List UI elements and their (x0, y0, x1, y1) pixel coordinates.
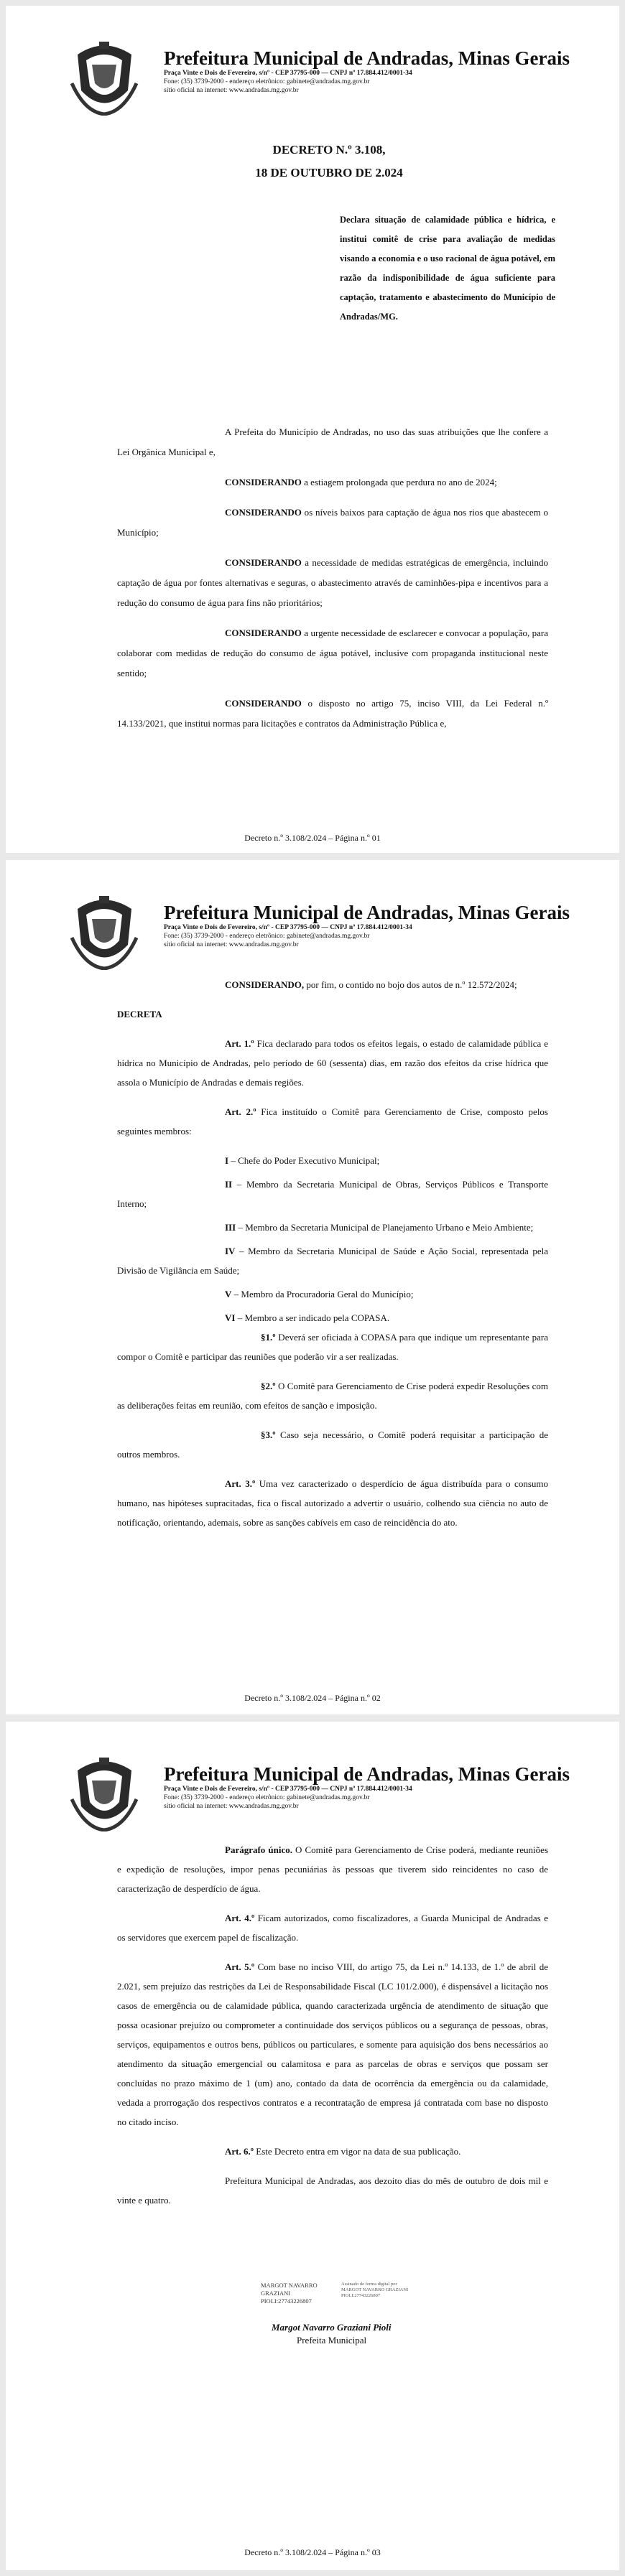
page1-footer: Decreto n.º 3.108/2.024 – Página n.º 01 (244, 833, 381, 843)
closing-text: Prefeitura Municipal de Andradas, aos dezoito dias do mês de outubro de dois mil e vinte e quatro. (117, 2175, 548, 2206)
letterhead-phone: Fone: (35) 3739-2000 - endereço eletrônico: gabinete@andradas.mg.gov.br (164, 78, 370, 85)
article-4: Art. 4.º Ficam autorizados, como fiscalizadores, a Guarda Municipal de Andradas e os servidores que exercem papel de fiscalização. (117, 1913, 548, 1943)
signer-role: Prefeita Municipal (297, 2335, 367, 2346)
digital-signature-note: Assinado de forma digital por MARGOT NAVARRO GRAZIANI PIOLI:27743226807 (341, 2282, 409, 2298)
page1-body (117, 422, 548, 734)
article-6: Art. 6.º Este Decreto entra em vigor na data de sua publicação. (225, 2146, 461, 2157)
member-item: VI – Membro a ser indicado pela COPASA. (225, 1312, 390, 1323)
letterhead-site: sítio oficial na internet: www.andradas.mg.gov.br (164, 87, 299, 94)
decree-summary: Declara situação de calamidade pública e hídrica, e institui comitê de crise para avaliação de medidas visando a economia e o uso racional de água potável, em razão da indisponibilidade de água suficiente para captação, tratamento e abastecimento do Município de Andradas/MG. (340, 215, 555, 322)
decreta-heading: DECRETA (117, 1009, 162, 1019)
article-2: Art. 2.º Fica instituído o Comitê para Gerenciamento de Crise, composto pelos seguintes membros: (117, 1106, 548, 1137)
decree-heading (178, 139, 480, 185)
page3-footer: Decreto n.º 3.108/2.024 – Página n.º 03 (244, 2547, 381, 2557)
considerando-3: CONSIDERANDO a necessidade de medidas estratégicas de emergência, incluindo captação de água por fontes alternativas e seguras, o abastecimento através de caminhões-pipa e incentivos para a redução do consumo de água para fins não prioritários; (117, 557, 548, 608)
article-1: Art. 1.º Fica declarado para todos os efeitos legais, o estado de calamidade pública e hídrica no Município de Andradas, pelo período de 60 (sessenta) dias, em razão dos efeitos da crise hídrica que assola o Município de Andradas e demais regiões. (117, 1038, 548, 1088)
letterhead-title: Prefeitura Municipal de Andradas, Minas Gerais (164, 1763, 570, 1785)
letterhead-phone: Fone: (35) 3739-2000 - endereço eletrônico: gabinete@andradas.mg.gov.br (164, 933, 370, 940)
letterhead-address: Praça Vinte e Dois de Fevereiro, s/nº - CEP 37795-000 — CNPJ nº 17.884.412/0001-34 (164, 1786, 412, 1793)
considerando-2: CONSIDERANDO os níveis baixos para captação de água nos rios que abastecem o Município; (117, 507, 548, 538)
member-item: II – Membro da Secretaria Municipal de Obras, Serviços Públicos e Transporte Interno; (117, 1179, 548, 1209)
page2-footer: Decreto n.º 3.108/2.024 – Página n.º 02 (244, 1693, 381, 1703)
coat-of-arms-icon (70, 40, 139, 116)
article-3: Art. 3.º Uma vez caracterizado o desperdício de água distribuída para o consumo humano, nas hipóteses supracitadas, fica o fiscal autorizado a advertir o usuário, colhendo sua ciência no auto de notificação, orientando, ademais, sobre as sanções cabíveis em caso de reincidência do ato. (117, 1478, 548, 1528)
letterhead-address: Praça Vinte e Dois de Fevereiro, s/nº - CEP 37795-000 — CNPJ nº 17.884.412/0001-34 (164, 70, 412, 77)
document-page-1 (6, 6, 619, 853)
committee-members-list (117, 1151, 548, 1327)
considerando-6: CONSIDERANDO, por fim, o contido no bojo dos autos de n.º 12.572/2024; (225, 979, 517, 990)
letterhead-title: Prefeitura Municipal de Andradas, Minas Gerais (164, 902, 570, 923)
paragraph-1: §1.º Deverá ser oficiada à COPASA para que indique um representante para compor o Comitê e participar das reuniões que poderão vir a ser realizadas. (117, 1332, 548, 1362)
considerando-5: CONSIDERANDO o disposto no artigo 75, inciso VIII, da Lei Federal n.º 14.133/2021, que institui normas para licitações e contratos da Administração Pública e, (117, 698, 548, 729)
considerando-4: CONSIDERANDO a urgente necessidade de esclarecer e convocar a população, para colaborar com medidas de redução do consumo de água potável, inclusive com propaganda institucional neste sentido; (117, 627, 548, 678)
preamble: A Prefeita do Município de Andradas, no uso das suas atribuições que lhe confere a Lei Orgânica Municipal e, (117, 426, 548, 457)
considerando-1: CONSIDERANDO a estiagem prolongada que perdura no ano de 2024; (225, 477, 497, 487)
member-item: III – Membro da Secretaria Municipal de Planejamento Urbano e Meio Ambiente; (225, 1222, 534, 1233)
document-page-3 (6, 1722, 619, 2570)
letterhead-title: Prefeitura Municipal de Andradas, Minas Gerais (164, 47, 570, 69)
paragraph-2: §2.º O Comitê para Gerenciamento de Crise poderá expedir Resoluções com as deliberações feitas em reunião, com efeitos de sanção e imposição. (117, 1381, 548, 1411)
signer-name: Margot Navarro Graziani Pioli (272, 2322, 392, 2333)
member-item: I – Chefe do Poder Executivo Municipal; (225, 1155, 380, 1166)
paragraph-3: §3.º Caso seja necessário, o Comitê poderá requisitar a participação de outros membros. (117, 1429, 548, 1460)
coat-of-arms-icon (70, 1756, 139, 1831)
letterhead (63, 895, 570, 974)
member-item: IV – Membro da Secretaria Municipal de Saúde e Ação Social, representada pela Divisão de Vigilância em Saúde; (117, 1246, 548, 1276)
letterhead (63, 1756, 570, 1835)
letterhead-address: Praça Vinte e Dois de Fevereiro, s/nº - CEP 37795-000 — CNPJ nº 17.884.412/0001-34 (164, 924, 412, 931)
letterhead (63, 40, 570, 119)
letterhead-phone: Fone: (35) 3739-2000 - endereço eletrônico: gabinete@andradas.mg.gov.br (164, 1794, 370, 1801)
coat-of-arms-icon (70, 895, 139, 970)
digital-signature-name: MARGOT NAVARRO GRAZIANI PIOLI:27743226807 (261, 2282, 318, 2305)
member-item: V – Membro da Procuradoria Geral do Município; (225, 1289, 414, 1299)
decree-date: 18 DE OUTUBRO DE 2.024 (255, 166, 403, 179)
letterhead-site: sítio oficial na internet: www.andradas.mg.gov.br (164, 941, 299, 948)
page3-body (117, 1840, 548, 2210)
page2-body (117, 975, 548, 1532)
decree-number: DECRETO N.º 3.108, (272, 143, 386, 157)
letterhead-site: sítio oficial na internet: www.andradas.mg.gov.br (164, 1803, 299, 1810)
document-page-2 (6, 860, 619, 1714)
article-5: Art. 5.º Com base no inciso VIII, do artigo 75, da Lei n.º 14.133, de 1.º de abril de 2.021, sem prejuízo das restrições da Lei de Responsabilidade Fiscal (LC 101/2.000), é dispensável a licitação nos casos de emergência ou de calamidade pública, quando caracterizada urgência de atendimento de situação que possa ocasionar prejuízo ou comprometer a continuidade dos serviços públicos ou a segurança de pessoas, obras, serviços, equipamentos e outros bens, públicos ou particulares, e somente para aquisição dos bens necessários ao atendimento da situação emergencial ou calamitosa e para as parcelas de obras e serviços que possam ser concluídas no prazo máximo de 1 (um) ano, contado da data de ocorrência da emergência ou da calamidade, vedada a prorrogação dos respectivos contratos e a recontratação de empresa já contratada com base no disposto no citado inciso. (117, 1961, 548, 2127)
sole-paragraph: Parágrafo único. O Comitê para Gerenciamento de Crise poderá, mediante reuniões e expedição de resoluções, impor penas pecuniárias às pessoas que tiverem sido reincidentes no caso de caracterização de desperdício de água. (117, 1844, 548, 1894)
